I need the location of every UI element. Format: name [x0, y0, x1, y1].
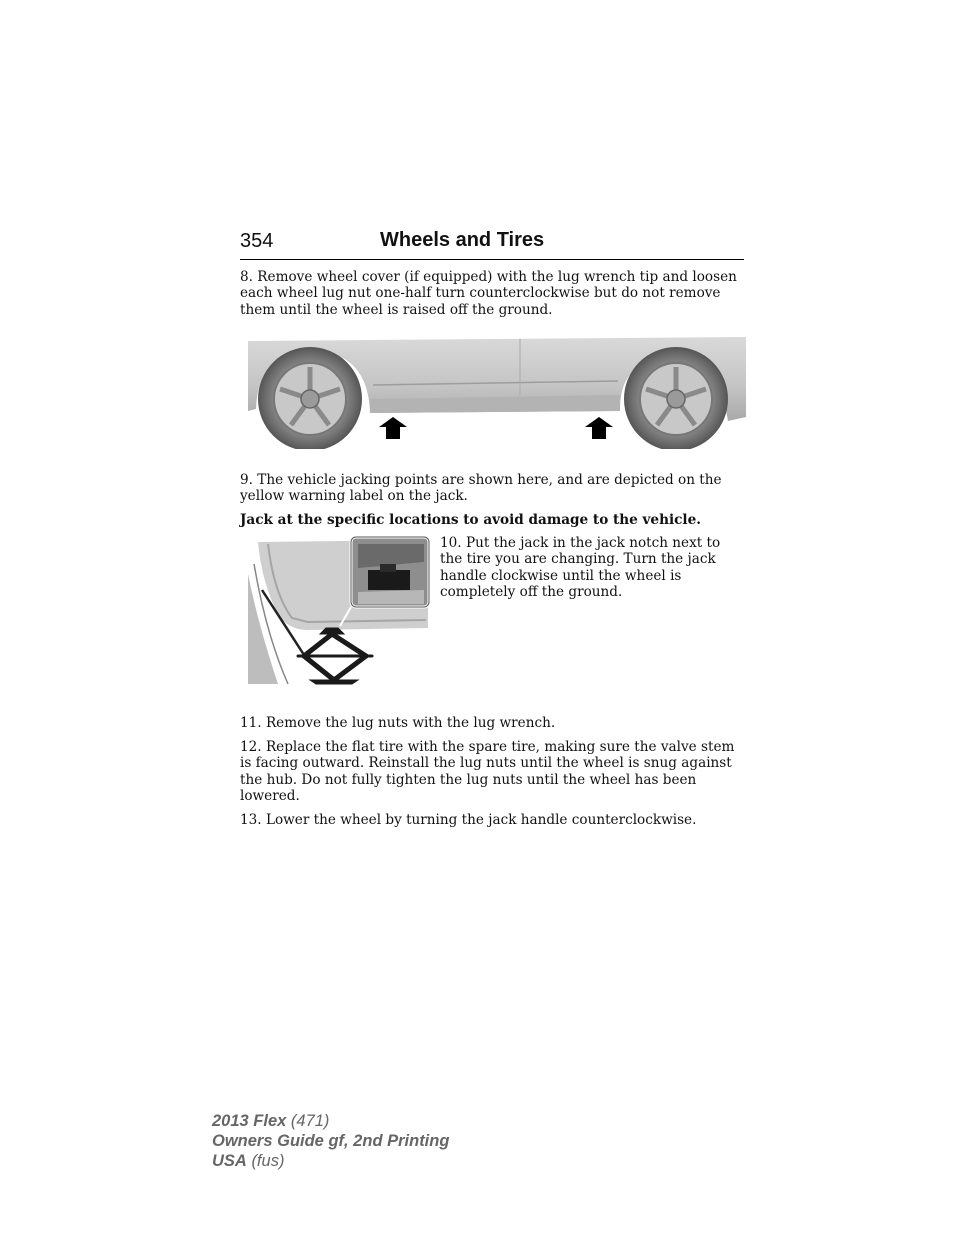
section-title: Wheels and Tires: [380, 229, 545, 251]
step-10-text: 10. Put the jack in the jack notch next to the tire you are changing. Turn the jack handle clockwise until the wheel is completely off the ground.: [440, 535, 721, 601]
step-8-text: 8. Remove wheel cover (if equipped) with the lug wrench tip and loosen each wheel lug nut one-half turn counterclockwise but do not remove them until the wheel is raised off the ground.: [240, 269, 737, 318]
step-11-text: 11. Remove the lug nuts with the lug wrench.: [240, 715, 556, 731]
vehicle-jacking-points-illustration: [248, 329, 746, 449]
step-9-text: 9. The vehicle jacking points are shown here, and are depicted on the yellow warning label on the jack.: [240, 472, 722, 505]
jack-notch-inset: [351, 537, 429, 607]
left-wheel: [258, 347, 362, 449]
footer-market: USA: [212, 1152, 247, 1170]
page-number: 354: [240, 230, 274, 252]
jack-warning-text: Jack at the specific locations to avoid damage to the vehicle.: [240, 512, 701, 528]
scissor-jack-illustration: [248, 534, 432, 686]
footer-model-code: (471): [290, 1112, 330, 1130]
right-wheel: [624, 347, 728, 449]
footer-guide: Owners Guide gf, 2nd Printing: [212, 1132, 450, 1150]
footer-model: 2013 Flex: [212, 1112, 287, 1130]
page-footer: [212, 1111, 449, 1171]
footer-model-line: [212, 1111, 449, 1131]
page-header: [240, 229, 744, 260]
footer-market-code: (fus): [251, 1152, 285, 1170]
step-13-text: 13. Lower the wheel by turning the jack handle counterclockwise.: [240, 812, 697, 828]
footer-guide-line: [212, 1131, 449, 1151]
step-12-text: 12. Replace the flat tire with the spare tire, making sure the valve stem is facing outward. Reinstall the lug nuts until the wheel is snug against the hub. Do not fully tighten the lug nuts until the wheel has been lowered.: [240, 739, 735, 805]
footer-market-line: [212, 1151, 449, 1171]
